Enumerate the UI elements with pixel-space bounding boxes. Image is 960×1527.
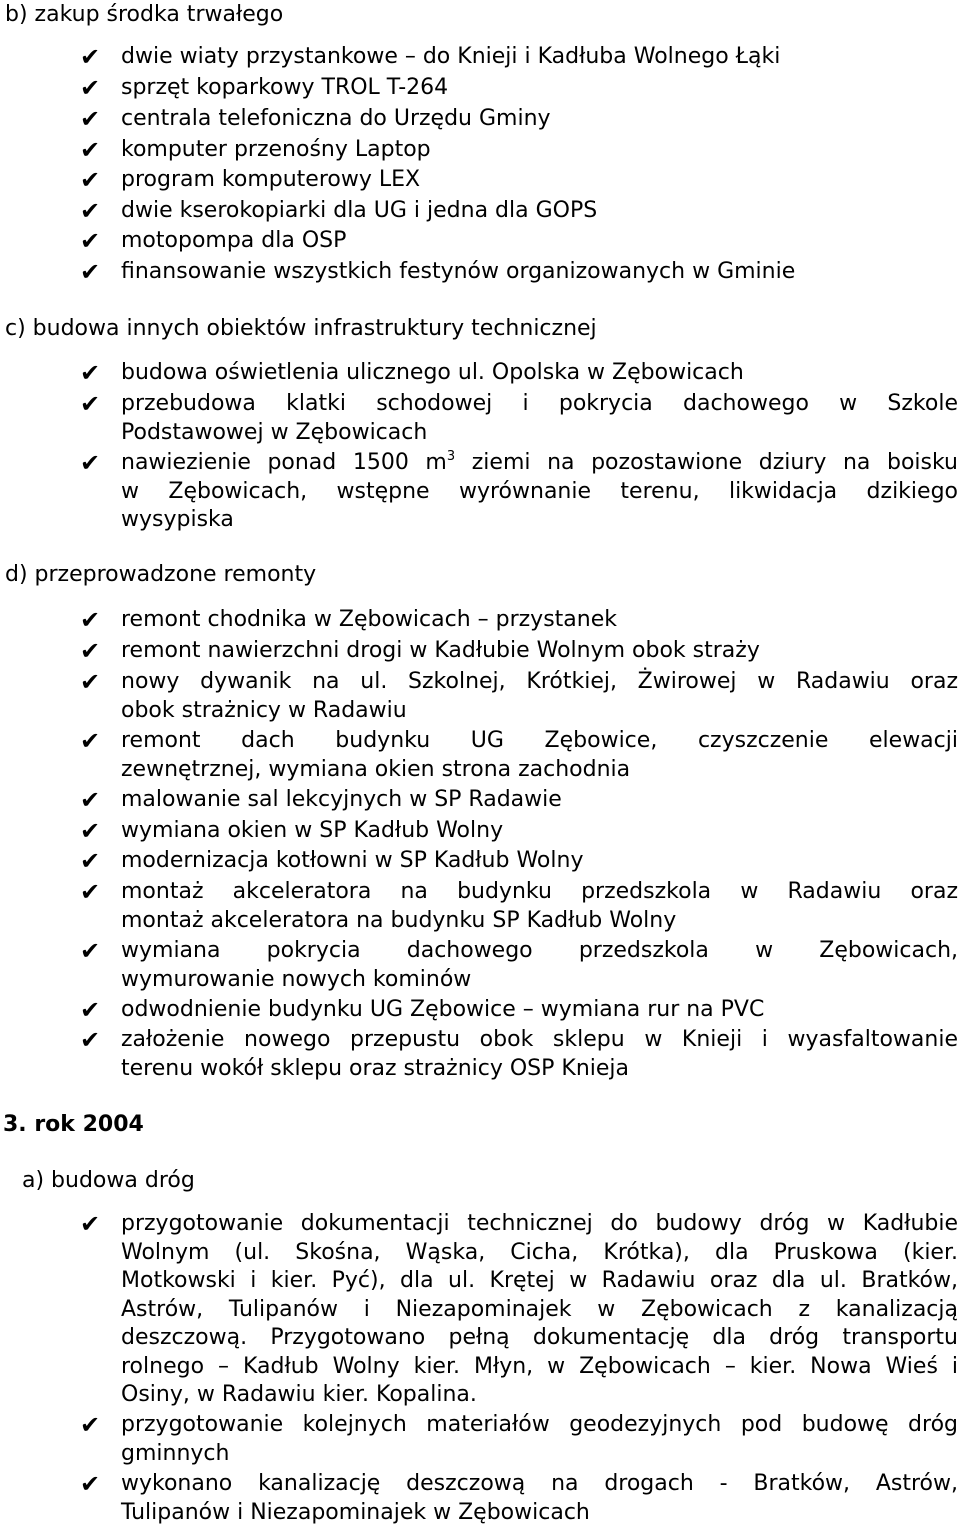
superscript: 3 — [446, 449, 456, 464]
text-line: Tulipanów i Niezapominajek w Zębowicach — [121, 1499, 590, 1525]
list-item-text: centrala telefoniczna do Urzędu Gminy — [121, 106, 551, 131]
checkmark-icon: ✔ — [80, 227, 101, 255]
text-line: remont dach budynku UG Zębowice, czyszczenie elewacji — [121, 728, 958, 753]
section-c-heading: c) budowa innych obiektów infrastruktury technicznej — [5, 316, 597, 341]
text-line: Motkowski i kier. Pyć), dla ul. Krętej w Radawiu oraz dla ul. Bratków, — [121, 1268, 958, 1293]
checkmark-icon: ✔ — [80, 1026, 101, 1054]
text-line: nowy dywanik na ul. Szkolnej, Krótkiej, Żwirowej w Radawiu oraz — [121, 669, 958, 694]
year-heading: 3. rok 2004 — [3, 1112, 144, 1137]
checkmark-icon: ✔ — [80, 637, 101, 665]
list-item-text — [121, 449, 958, 535]
text-line: przygotowanie dokumentacji technicznej do budowy dróg w Kadłubie — [121, 1211, 958, 1236]
text-line: deszczową. Przygotowano pełną dokumentację dla dróg transportu — [121, 1325, 958, 1350]
list-item-text: odwodnienie budynku UG Zębowice – wymiana rur na PVC — [121, 997, 765, 1022]
list-item-text: program komputerowy LEX — [121, 167, 421, 192]
list-item-text: remont chodnika w Zębowicach – przystanek — [121, 607, 617, 632]
checkmark-icon: ✔ — [80, 668, 101, 696]
list-item-text: remont nawierzchni drogi w Kadłubie Wolnym obok straży — [121, 638, 760, 663]
text-line: montaż akceleratora na budynku SP Kadłub Wolny — [121, 907, 677, 933]
checkmark-icon: ✔ — [80, 197, 101, 225]
checkmark-icon: ✔ — [80, 166, 101, 194]
list-item-text: sprzęt koparkowy TROL T-264 — [121, 75, 449, 100]
list-item-text — [121, 727, 958, 784]
list-item-text — [121, 1210, 958, 1410]
checkmark-icon: ✔ — [80, 390, 101, 418]
text-fragment: nawiezienie ponad 1500 m — [121, 450, 447, 475]
checkmark-icon: ✔ — [80, 937, 101, 965]
checkmark-icon: ✔ — [80, 449, 101, 477]
text-line: rolnego – Kadłub Wolny kier. Młyn, w Zębowicach – kier. Nowa Wieś i — [121, 1353, 958, 1379]
checkmark-icon: ✔ — [80, 258, 101, 286]
text-line: gminnych — [121, 1440, 230, 1466]
list-item-text — [121, 878, 958, 935]
checkmark-icon: ✔ — [80, 43, 101, 71]
list-item-text: finansowanie wszystkich festynów organizowanych w Gminie — [121, 259, 796, 284]
checkmark-icon: ✔ — [80, 74, 101, 102]
list-item-text — [121, 1026, 958, 1083]
section-d-heading: d) przeprowadzone remonty — [5, 562, 317, 587]
text-line: przygotowanie kolejnych materiałów geodezyjnych pod budowę dróg — [121, 1412, 958, 1437]
checkmark-icon: ✔ — [80, 136, 101, 164]
text-line: terenu wokół sklepu oraz strażnicy OSP Knieja — [121, 1055, 630, 1081]
text-line: zewnętrznej, wymiana okien strona zachodnia — [121, 756, 631, 782]
list-item-text: modernizacja kotłowni w SP Kadłub Wolny — [121, 848, 584, 873]
list-item-text — [121, 1411, 958, 1468]
text-line: wymiana pokrycia dachowego przedszkola w Zębowicach, — [121, 938, 958, 963]
checkmark-icon: ✔ — [80, 996, 101, 1024]
list-item-text: dwie kserokopiarki dla UG i jedna dla GOPS — [121, 198, 598, 223]
list-item-text: wymiana okien w SP Kadłub Wolny — [121, 818, 504, 843]
text-line: przebudowa klatki schodowej i pokrycia dachowego w Szkole — [121, 391, 958, 416]
list-item-text: motopompa dla OSP — [121, 228, 347, 253]
checkmark-icon: ✔ — [80, 1411, 101, 1439]
list-item-text: komputer przenośny Laptop — [121, 137, 431, 162]
checkmark-icon: ✔ — [80, 105, 101, 133]
text-line: obok strażnicy w Radawiu — [121, 697, 407, 723]
list-item-text — [121, 937, 958, 994]
list-item-text: malowanie sal lekcyjnych w SP Radawie — [121, 787, 562, 812]
text-line — [121, 449, 958, 478]
text-line: Podstawowej w Zębowicach — [121, 419, 428, 445]
text-fragment: ziemi na pozostawione dziury na boisku — [471, 450, 958, 475]
section-a-heading: a) budowa dróg — [22, 1168, 195, 1193]
checkmark-icon: ✔ — [80, 359, 101, 387]
section-b-heading: b) zakup środka trwałego — [5, 2, 284, 27]
checkmark-icon: ✔ — [80, 727, 101, 755]
checkmark-icon: ✔ — [80, 1210, 101, 1238]
checkmark-icon: ✔ — [80, 847, 101, 875]
checkmark-icon: ✔ — [80, 606, 101, 634]
text-line: założenie nowego przepustu obok sklepu w Knieji i wyasfaltowanie — [121, 1027, 958, 1052]
list-item-text — [121, 1470, 958, 1527]
text-line: w Zębowicach, wstępne wyrównanie terenu, likwidacja dzikiego — [121, 478, 958, 504]
checkmark-icon: ✔ — [80, 817, 101, 845]
text-line: Osiny, w Radawiu kier. Kopalina. — [121, 1382, 477, 1407]
list-item-text: dwie wiaty przystankowe – do Knieji i Kadłuba Wolnego Łąki — [121, 44, 781, 69]
checkmark-icon: ✔ — [80, 786, 101, 814]
text-line: Astrów, Tulipanów i Niezapominajek w Zębowicach z kanalizacją — [121, 1296, 958, 1322]
list-item-text — [121, 668, 958, 725]
text-line: Wolnym (ul. Skośna, Wąska, Cicha, Krótka), dla Pruskowa (kier. — [121, 1239, 958, 1265]
text-line: wykonano kanalizację deszczową na drogach - Bratków, Astrów, — [121, 1471, 958, 1496]
text-line: wysypiska — [121, 507, 234, 532]
list-item-text: budowa oświetlenia ulicznego ul. Opolska w Zębowicach — [121, 360, 744, 385]
text-line: wymurowanie nowych kominów — [121, 966, 472, 992]
list-item-text — [121, 390, 958, 447]
checkmark-icon: ✔ — [80, 878, 101, 906]
text-line: montaż akceleratora na budynku przedszkola w Radawiu oraz — [121, 879, 958, 904]
checkmark-icon: ✔ — [80, 1470, 101, 1498]
